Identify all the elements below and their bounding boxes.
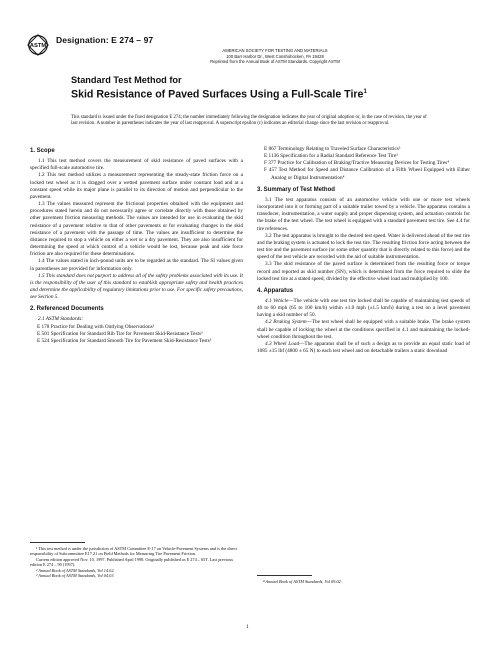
page-number: 1 [246, 624, 249, 630]
astm-logo [27, 34, 49, 56]
title-footnote-marker: 1 [363, 89, 367, 95]
title-line-2 [71, 86, 367, 101]
astm-standards-label: 2.1 ASTM Standards: [38, 316, 84, 323]
right-column [257, 146, 470, 355]
designation: Designation: E 274 – 97 [56, 35, 154, 45]
paragraph-label: 4.3 Wheel Load [265, 340, 300, 347]
footnote: ² Annual Book of ASTM Standards, Vol 14.02. [36, 567, 115, 573]
footnote-rule [30, 542, 85, 543]
paragraph-3-3: 3.3 The skid resistance of the paved surface is determined from the resulting force or torque record and reported as skid number (SN), which is determined from the force required to slide the locked test tire at a stated speed, divided by the effective wheel load and multiplied by 100. [257, 261, 470, 282]
paragraph-1-2: 1.2 This test method utilizes a measurement representing the steady-state friction force on a locked test wheel as it is dragged over a wetted pavement surface under constant load and at a constant speed while its major plane is parallel to its direction of motion and perpendicular to the pavement. [30, 172, 243, 200]
footnote-rule [257, 575, 312, 576]
section-heading-apparatus: 4. Apparatus [257, 287, 294, 294]
paragraph-4-2 [257, 319, 470, 340]
paragraph-3-2: 3.2 The test apparatus is brought to the desired test speed. Water is delivered ahead of the test tire and the braking system is actuated to lock the test tire. The resulting friction force acting between the test tire and the pavement surface (or some other quantity that is directly related to this force) and the speed of the test vehicle are recorded with the aid of suitable instrumentation. [257, 232, 470, 261]
publisher-line: AMERICAN SOCIETY FOR TESTING AND MATERIALS [222, 48, 328, 53]
section-heading-scope: 1. Scope [30, 148, 55, 154]
paragraph-3-1: 3.1 The test apparatus consists of an automotive vehicle with one or more test wheels incorporated into it or forming part of a suitable trailer towed by a vehicle. The apparatus contains a transducer, instrumentation, a water supply and proper dispensing system, and actuation controls for the brake of the test wheel. The test wheel is equipped with a standard pavement test tire. See 4.4 for tire references. [257, 196, 470, 232]
paragraph-4-1 [257, 298, 470, 319]
reference-item: E 178 Practice for Dealing with Outlying Observations² [37, 323, 155, 330]
paragraph-1-5: 1.5 This standard does not purport to address all of the safety problems associated with its use. It is the responsibility of the user of this standard to establish appropriate safety and health practices and determine the applicability of regulatory limitations prior to use. For specific safety precautions, see Section 5. [30, 272, 243, 301]
adoption-notice: This standard is issued under the fixed designation E 274; the number immediately following the designation indicates the year of original adoption or, in the case of revision, the year of last revision. A number in parentheses indicates the year of last reapproval. A superscript epsilon (ε) indicates an editorial change since the last revision or reapproval. [71, 115, 427, 127]
svg-text:ASTM: ASTM [29, 43, 47, 50]
section-heading-referenced-documents: 2. Referenced Documents [30, 306, 104, 313]
section-heading-summary: 3. Summary of Test Method [257, 186, 335, 193]
paragraph-1-3: 1.3 The values measured represent the frictional properties obtained with the equipment and procedures stated herein and do not necessarily agree or correlate directly with those obtained by other pavement friction measuring methods. The values are intended for use in evaluating the skid resistance of a pavement relative to that of other pavements or for evaluating changes in the skid resistance of a pavement with the passage of time. The values are insufficient to determine the distance required to stop a vehicle on either a wet or a dry pavement. They are also insufficient for determining the speed at which control of a vehicle would be lost, because peak and side force friction are also required for these determinations. [30, 201, 243, 258]
left-column [30, 148, 243, 345]
right-footnotes [257, 575, 470, 584]
paragraph-1-4: 1.4 The values stated in inch-pound units are to be regarded as the standard. The SI values given in parentheses are provided for information only. [30, 258, 243, 272]
footnote: Current edition approved Nov. 10, 1997. Published April 1998. Originally published as E 274 – 65T. Last previous edition E 274 – 90 (1997). [30, 556, 234, 568]
reference-item: F 457 Test Method for Speed and Distance Calibration of a Fifth Wheel Equipped with Either Analog or Digital Instrumentation⁴ [264, 167, 470, 181]
paragraph-text: —The test wheel shall be equipped with a suitable brake. The brake system shall be capable of locking the wheel at the conditions specified in 4.1 and maintaining the locked-wheel condition throughout the test. [257, 319, 470, 340]
footnote: ³ Annual Book of ASTM Standards, Vol 04.03. [36, 573, 115, 579]
left-footnotes [30, 542, 243, 578]
reference-item: F 377 Practice for Calibration of Braking/Tractive Measuring Devices for Testing Tires⁴ [264, 160, 450, 167]
paragraph-2-1 [30, 316, 243, 323]
document-title [71, 75, 367, 101]
footnote: ¹ This test method is under the jurisdiction of ASTM Committee E-17 on Vehicle-Pavement Systems and is the direct responsibility of Subcommittee E17.21 on Field Methods for Measuring Tire Pavement Friction. [30, 546, 238, 557]
footnote: ⁴ Annual Book of ASTM Standards, Vol 09.02. [263, 579, 342, 584]
paragraph-1-1: 1.1 This test method covers the measurement of skid resistance of paved surfaces with a specified full-scale automotive tire. [30, 158, 243, 172]
title-text: Skid Resistance of Paved Surfaces Using a Full-Scale Tire [71, 88, 364, 101]
reference-item: E 867 Terminology Relating to Traveled Surface Characteristics³ [264, 146, 401, 152]
publisher-line: Reprinted from the Annual Book of ASTM Standards. Copyright ASTM [210, 59, 340, 64]
paragraph-text: —The apparatus shall be of such a design as to provide an equal static load of 1085 ±15 lbf (4800 ± 65 N) to each test wheel and on detachable trailers a static download [257, 340, 470, 355]
title-line-1: Standard Test Method for [71, 75, 182, 85]
reference-item: E 524 Specification for Standard Smooth Tire for Pavement Skid-Resistance Tests³ [37, 337, 212, 344]
paragraph-label: 4.1 Vehicle [265, 297, 289, 304]
paragraph-label: 4.2 Braking System [265, 319, 307, 326]
reference-item: E 501 Specification for Standard Rib Tire for Pavement Skid-Resistance Tests³ [37, 330, 203, 337]
reference-item: E 1136 Specification for a Radial Standard Reference Test Tire³ [264, 153, 398, 160]
publisher-block [200, 48, 350, 65]
publisher-line: 100 Barr Harbor Dr., West Conshohocken, PA 19428 [226, 53, 324, 59]
paragraph-text: —The vehicle with one test tire locked shall be capable of maintaining test speeds of 40 to 60 mph (65 to 100 km/h) within ±1.0 mph (±1.5 km/h) during a test on a level pavement having a skid number of 50. [257, 297, 470, 319]
paragraph-4-3 [257, 341, 470, 355]
